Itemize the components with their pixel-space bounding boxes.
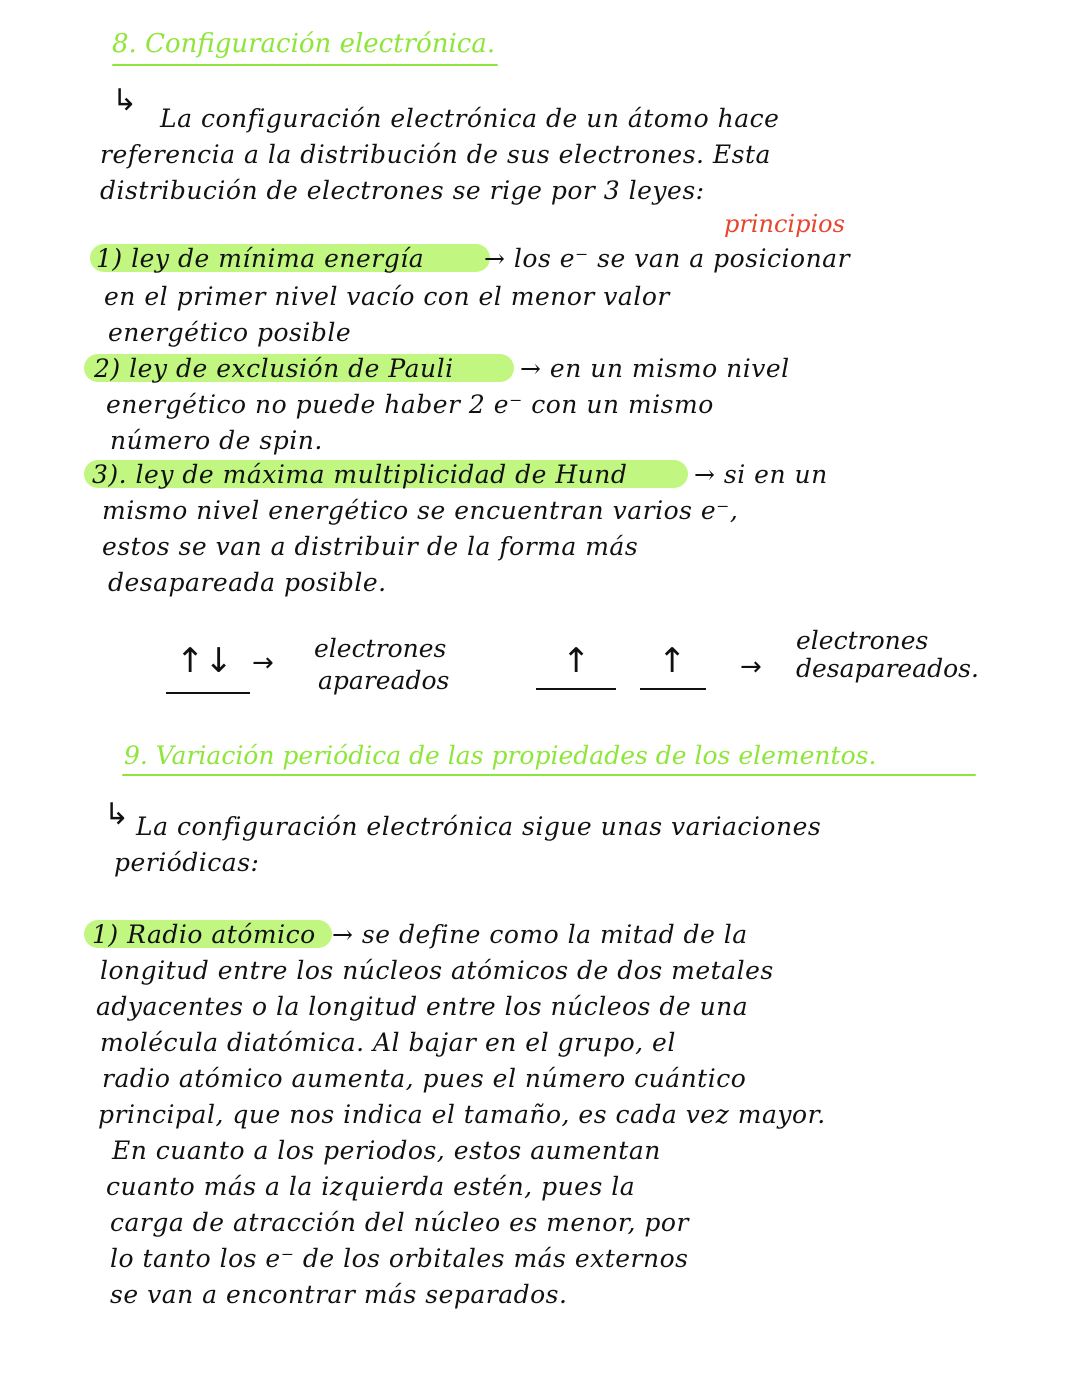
arrow-right-icon: → [740, 652, 762, 682]
section-8-line-1: La configuración electrónica de un átomo hace [160, 104, 780, 133]
unpaired-level-line-2 [640, 688, 706, 690]
section-9-line-1: La configuración electrónica sigue unas variaciones [136, 812, 822, 841]
law-2-label: 2) ley de exclusión de Pauli [94, 354, 454, 383]
law-3-line-3: estos se van a distribuir de la forma más [102, 532, 639, 561]
hook-arrow-icon: ↳ [112, 83, 138, 118]
law-2-line-1: → en un mismo nivel [520, 354, 790, 383]
section-8-underline [112, 64, 498, 66]
unpaired-label-2: desapareados. [796, 654, 979, 683]
unpaired-label-1: electrones [796, 626, 929, 655]
radio-line-4: molécula diatómica. Al bajar en el grupo, el [100, 1028, 676, 1057]
radio-line-6: principal, que nos indica el tamaño, es cada vez mayor. [98, 1100, 826, 1129]
radio-line-7: En cuanto a los periodos, estos aumentan [112, 1136, 661, 1165]
radio-line-2: longitud entre los núcleos atómicos de dos metales [100, 956, 774, 985]
radio-atomico-label: 1) Radio atómico [92, 920, 316, 949]
section-9-underline [122, 774, 976, 776]
principios-note: principios [724, 210, 845, 238]
radio-line-10: lo tanto los e⁻ de los orbitales más externos [110, 1244, 689, 1273]
section-8-line-3: distribución de electrones se rige por 3 leyes: [100, 176, 705, 205]
law-2-line-3: número de spin. [110, 426, 323, 455]
radio-line-3: adyacentes o la longitud entre los núcleos de una [96, 992, 749, 1021]
radio-line-8: cuanto más a la izquierda estén, pues la [106, 1172, 636, 1201]
paired-label-1: electrones [314, 634, 447, 663]
law-2-line-2: energético no puede haber 2 e⁻ con un mismo [106, 390, 714, 419]
law-3-line-2: mismo nivel energético se encuentran varios e⁻, [102, 496, 739, 525]
unpaired-electron-icon-1: ↑ [562, 641, 591, 681]
arrow-right-icon: → [252, 648, 274, 678]
paired-electrons-icon: ↑↓ [176, 641, 233, 681]
paired-label-2: apareados [318, 666, 450, 695]
law-3-label: 3). ley de máxima multiplicidad de Hund [92, 460, 628, 489]
unpaired-electron-icon-2: ↑ [658, 641, 687, 681]
law-3-line-1: → si en un [694, 460, 828, 489]
paired-level-line [166, 692, 250, 694]
law-1-label: 1) ley de mínima energía [96, 244, 425, 273]
unpaired-level-line-1 [536, 688, 616, 690]
law-3-line-4: desapareada posible. [108, 568, 387, 597]
hook-arrow-icon: ↳ [104, 797, 130, 832]
radio-line-11: se van a encontrar más separados. [110, 1280, 568, 1309]
section-9-title: 9. Variación periódica de las propiedades de los elementos. [124, 741, 877, 770]
section-8-line-2: referencia a la distribución de sus electrones. Esta [100, 140, 771, 169]
radio-line-9: carga de atracción del núcleo es menor, por [110, 1208, 689, 1237]
law-1-line-2: en el primer nivel vacío con el menor valor [104, 282, 670, 311]
law-1-line-1: → los e⁻ se van a posicionar [484, 244, 851, 273]
law-1-line-3: energético posible [108, 318, 352, 347]
section-8-title: 8. Configuración electrónica. [112, 29, 496, 59]
section-9-line-2: periódicas: [114, 848, 260, 877]
radio-line-5: radio atómico aumenta, pues el número cuántico [102, 1064, 747, 1093]
radio-line-1: → se define como la mitad de la [332, 920, 748, 949]
